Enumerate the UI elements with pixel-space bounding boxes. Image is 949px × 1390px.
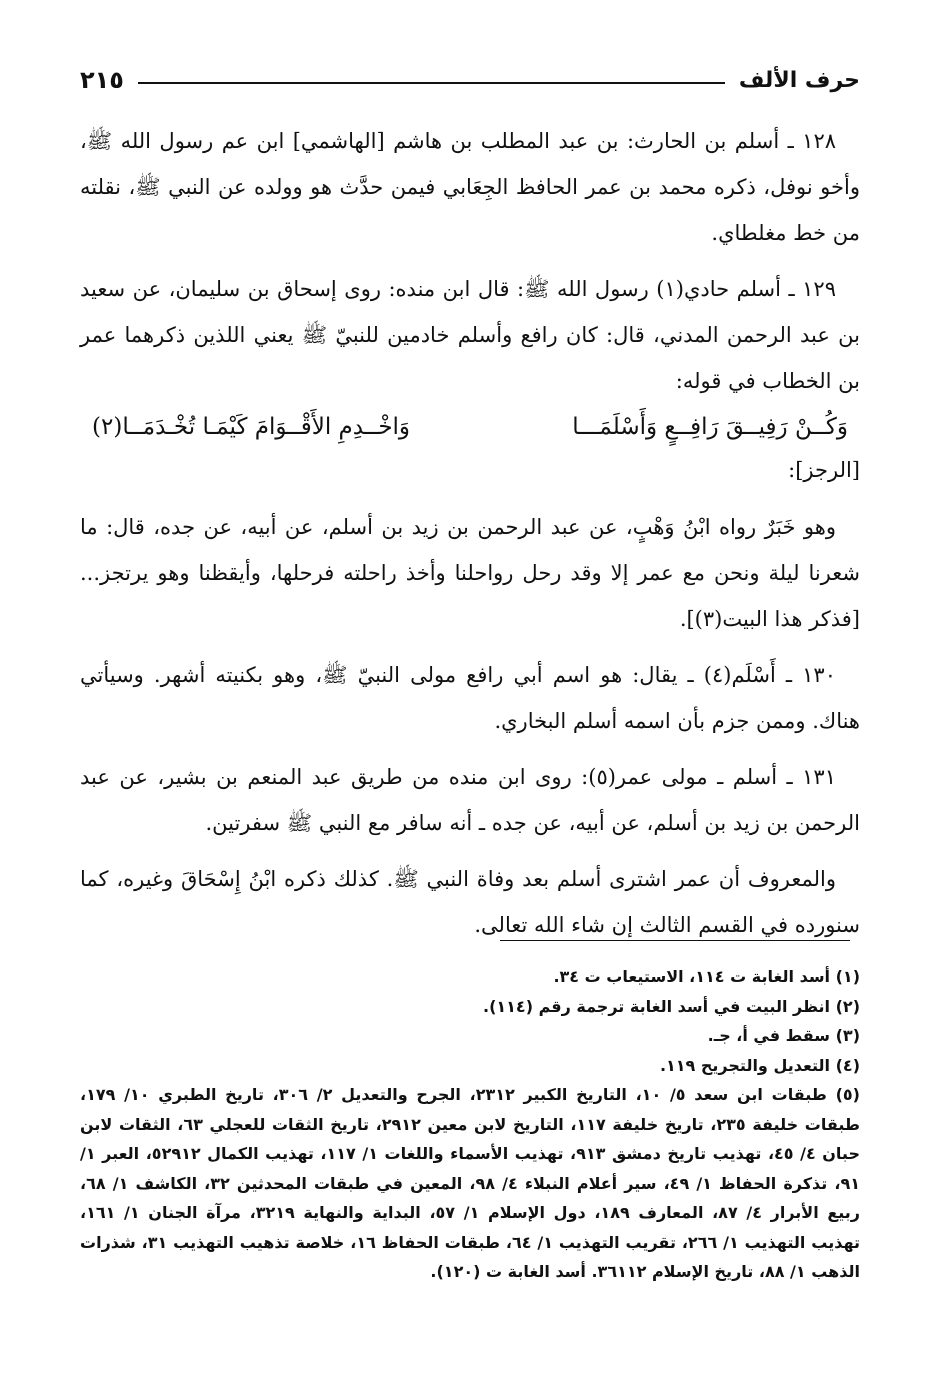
entry-129-continued: وهو خَبَرٌ رواه ابْنُ وَهْبٍ، عن عبد الرحمن بن زيد بن أسلم، عن أبيه، عن جده، قال: ما شعرنا ليلة ونحن مع عمر إلا وقد رحل رواحلنا وأخذ راحلته فرحلها، وأيقظنا وهو يرتجز... [فذكر هذا البيت(٣)]. (80, 515, 860, 631)
poem-hemistich-right: وَكُــنْ رَفِيــقَ رَافِــعٍ وَأَسْلَمَـــا (572, 414, 848, 440)
footnote-4: (٤) التعديل والتجريح ١١٩. (659, 1055, 860, 1075)
header-rule (138, 82, 725, 84)
entry-131: ١٣١ ـ أسلم ـ مولى عمر(٥): روى ابن منده من طريق عبد المنعم بن بشير، عن عبد الرحمن بن زيد بن أسلم، عن أبيه، عن جده ـ أنه سافر مع النبي ﷺ سفرتين. (80, 765, 860, 835)
poem-meter: [الرجز]: (788, 458, 860, 482)
main-text (80, 118, 860, 958)
footnote-2: (٢) انظر البيت في أسد الغابة ترجمة رقم (١١٤). (483, 996, 860, 1016)
running-header (80, 60, 860, 100)
entry-129: ١٢٩ ـ أسلم حادي(١) رسول الله ﷺ: قال ابن منده: روى إسحاق بن سليمان، عن سعيد بن عبد الرحمن المدني، قال: كان رافع وأسلم خادمين للنبيّ ﷺ يعني اللذين ذكرهما عمر بن الخطاب في قوله: (80, 277, 860, 393)
footnote-separator (500, 940, 850, 941)
footnotes (80, 962, 860, 1287)
poem-hemistich-left: وَاخْــدِمِ الأَقْــوَامَ كَيْمَـا تُخْـدَمَــا(٢) (92, 414, 411, 440)
footnote-3: (٣) سقط في أ، جـ. (707, 1026, 860, 1045)
poem-verse (80, 404, 860, 450)
page-number: ٢١٥ (80, 66, 124, 94)
entry-128: ١٢٨ ـ أسلم بن الحارث: بن عبد المطلب بن هاشم [الهاشمي] ابن عم رسول الله ﷺ، وأخو نوفل، ذكره محمد بن عمر الحافظ الجِعَابي فيمن حدَّث هو وولده عن النبي ﷺ، نقلته من خط مغلطاي. (80, 129, 860, 245)
chapter-title: حرف الألف (738, 67, 860, 93)
footnote-5: (٥) طبقات ابن سعد ٥/ ١٠، التاريخ الكبير ٢٣١٢، الجرح والتعديل ٢/ ٣٠٦، تاريخ الطبري ١٠/ ١٧٩، طبقات خليفة ٢٣٥، تاريخ خليفة ١١٧، التاريخ لابن معين ٢٩١٢، تاريخ الثقات للعجلي ٦٣، الثقات لابن حبان ٤/ ٤٥، تهذيب تاريخ دمشق ٩١٣، تهذيب الأسماء واللغات ١/ ١١٧، تهذيب الكمال ٥٢٩١٢، العبر ١/ ٩١، تذكرة الحفاظ ١/ ٤٩، سير أعلام النبلاء ٤/ ٩٨، المعين في طبقات المحدثين ٣٢، الكاشف ١/ ٦٨، ربيع الأبرار ٤/ ٨٧، المعارف ١٨٩، دول الإسلام ١/ ٥٧، البداية والنهاية ٣٢١٩، مرآة الجنان ١/ ١٦١، تهذيب التهذيب ١/ ٢٦٦، تقريب التهذيب ١/ ٦٤، طبقات الحفاظ ١٦، خلاصة تذهيب التهذيب ٣١، شذرات الذهب ١/ ٨٨، تاريخ الإسلام ٣٦١١٢. أسد الغابة ت (١٢٠). (80, 1085, 861, 1281)
entry-130: ١٣٠ ـ أَسْلَم(٤) ـ يقال: هو اسم أبي رافع مولى النبيّ ﷺ، وهو بكنيته أشهر. وسيأتي هناك. وممن جزم بأن اسمه أسلم البخاري. (80, 663, 860, 733)
entry-131-continued: والمعروف أن عمر اشترى أسلم بعد وفاة النبي ﷺ. كذلك ذكره ابْنُ إِسْحَاقَ وغيره، كما سنورده في القسم الثالث إن شاء الله تعالى. (80, 867, 860, 937)
footnote-1: (١) أسد الغابة ت ١١٤، الاستيعاب ت ٣٤. (553, 967, 860, 986)
